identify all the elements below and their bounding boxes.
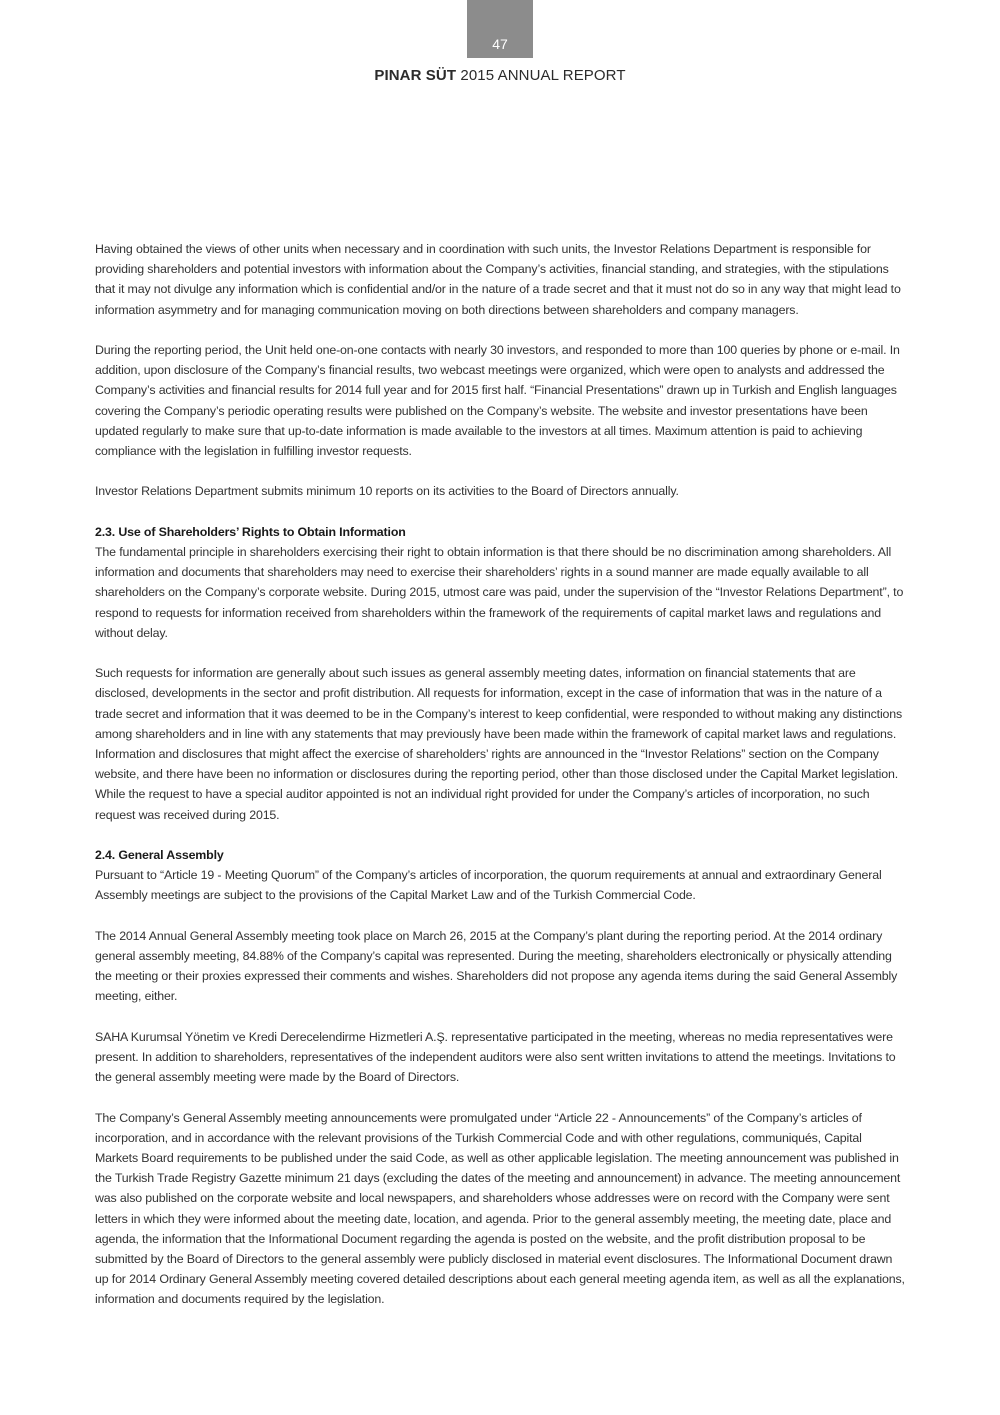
brand-name: PINAR SÜT xyxy=(374,67,457,84)
paragraph-information-principle: The fundamental principle in shareholders exercising their right to obtain information is that there should be no discrimination among shareholders. All information and documents that shareholders may need to exercise their shareholders’ rights in a sound manner are made equally available to all shareholders on the Company’s corporate website. During 2015, utmost care was paid, under the supervision of the “Investor Relations Department”, to respond to requests for information received from shareholders within the framework of the requirements of capital market laws and regulations and without delay. xyxy=(95,545,904,640)
paragraph-meeting-announcements: The Company’s General Assembly meeting announcements were promulgated under “Article 22 - Announcements” of the Company’s articles of incorporation, and in accordance with the relevant provisions of the Turkish Commercial Code and with other regulations, communiqués, Capital Markets Board requirements to be published under the said Code, as well as other applicable legislation. The meeting announcement was published in the Turkish Trade Registry Gazette minimum 21 days (excluding the dates of the meeting and announcement) in advance. The meeting announcement was also published on the corporate website and local newspapers, and shareholders whose addresses were on record with the Company were sent letters in which they were informed about the meeting date, location, and agenda. Prior to the general assembly meeting, the meeting date, place and agenda, the information that the Informational Document regarding the agenda is posted on the website, and the profit distribution proposal to be submitted by the Board of Directors to the general assembly were publicly disclosed in material event disclosures. The Informational Document drawn up for 2014 Ordinary General Assembly meeting covered detailed descriptions about each general meeting agenda item, as well as all the explanations, information and documents required by the legislation. xyxy=(95,1110,905,1307)
section-heading-2-3: 2.3. Use of Shareholders’ Rights to Obtain Information xyxy=(95,524,406,539)
page-number: 47 xyxy=(492,36,508,52)
paragraph-investor-contacts: During the reporting period, the Unit held one-on-one contacts with nearly 30 investors, and responded to more than 100 queries by phone or e-mail. In addition, upon disclosure of the Company’s financial results, two webcast meetings were organized, which were open to analysts and addressed the Company’s activities and financial results for 2014 full year and for 2015 first half. “Financial Presentations” drawn up in Turkish and English languages covering the Company’s periodic operating results were published on the Company’s website. The website and investor presentations have been updated regularly to make sure that up-to-date information is made available to the investors at all times. Maximum attention is paid to achieving compliance with the legislation in fulfilling investor requests. xyxy=(95,343,900,459)
document-body xyxy=(95,239,907,1330)
paragraph-information-requests: Such requests for information are generally about such issues as general assembly meeting dates, information on financial statements that are disclosed, developments in the sector and profit distribution. All requests for information, except in the case of information that was in the nature of a trade secret and information that it was deemed to be in the Company’s interest to keep confidential, were responded to without making any distinctions among shareholders and in line with any statements that may previously have been made within the framework of capital market laws and regulations. Information and disclosures that might affect the exercise of shareholders’ rights are announced in the “Investor Relations” section on the Company website, and there have been no information or disclosures during the reporting period, other than those disclosed under the Capital Market legislation. While the request to have a special auditor appointed is not an individual right provided for under the Company’s articles of incorporation, no such request was received during 2015. xyxy=(95,666,903,822)
report-header xyxy=(0,67,1000,84)
report-title: 2015 ANNUAL REPORT xyxy=(456,67,626,84)
paragraph-annual-meeting: The 2014 Annual General Assembly meeting took place on March 26, 2015 at the Company’s plant during the reporting period. At the 2014 ordinary general assembly meeting, 84.88% of the Company’s capital was represented. During the meeting, shareholders electronically or physically attending the meeting or their proxies expressed their comments and wishes. Shareholders did not propose any agenda items during the said General Assembly meeting, either. xyxy=(95,928,898,1004)
paragraph-meeting-participants: SAHA Kurumsal Yönetim ve Kredi Derecelendirme Hizmetleri A.Ş. representative participated in the meeting, whereas no media representatives were present. In addition to shareholders, representatives of the independent auditors were also sent written invitations to attend the meetings. Invitations to the general assembly meeting were made by the Board of Directors. xyxy=(95,1029,896,1085)
paragraph-investor-relations-role: Having obtained the views of other units when necessary and in coordination with such units, the Investor Relations Department is responsible for providing shareholders and potential investors with information about the Company’s activities, financial standing, and strategies, with the stipulations that it may not divulge any information which is confidential and/or in the nature of a trade secret and that it must not do so in any way that might lead to information asymmetry and for managing communication moving on both directions between shareholders and company managers. xyxy=(95,242,901,317)
section-heading-2-4: 2.4. General Assembly xyxy=(95,848,224,863)
paragraph-meeting-quorum: Pursuant to “Article 19 - Meeting Quorum” of the Company’s articles of incorporation, the quorum requirements at annual and extraordinary General Assembly meetings are subject to the provisions of the Capital Market Law and of the Turkish Commercial Code. xyxy=(95,868,882,903)
page-number-tab xyxy=(467,0,533,58)
paragraph-reports-to-board: Investor Relations Department submits minimum 10 reports on its activities to the Board of Directors annually. xyxy=(95,484,679,499)
